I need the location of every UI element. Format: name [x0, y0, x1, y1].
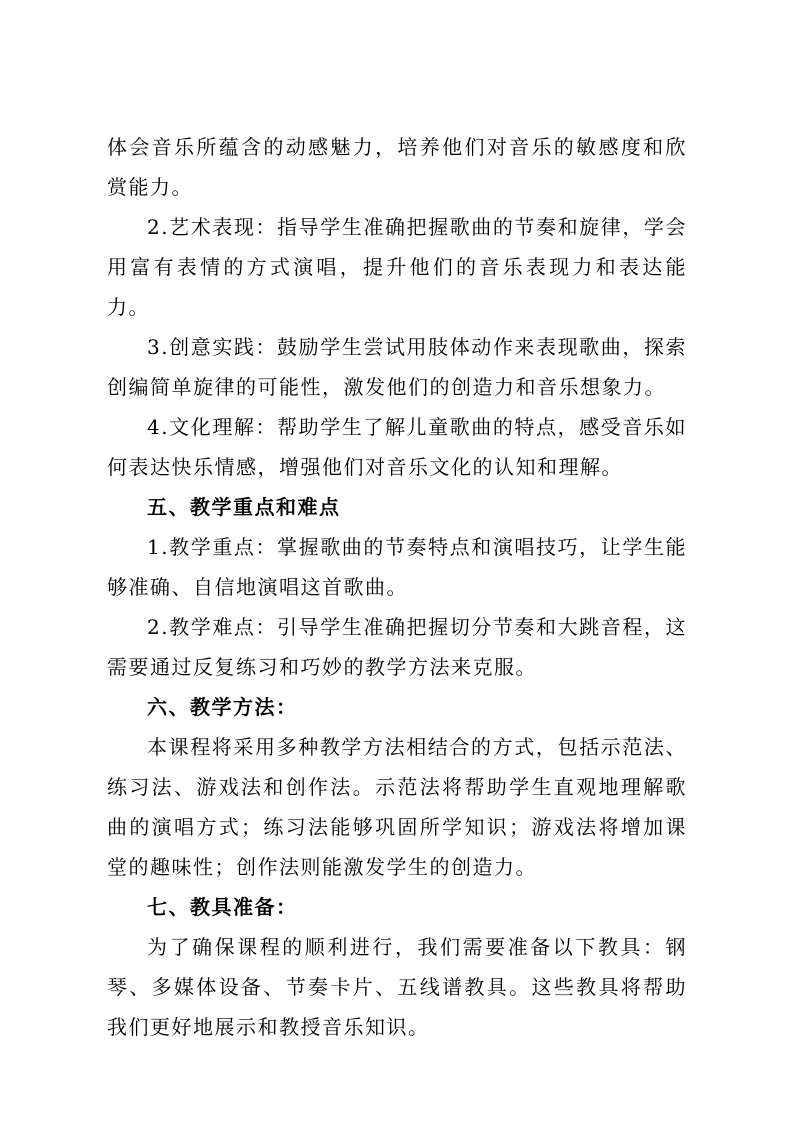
section-heading-teaching-methods: 六、教学方法：	[147, 695, 298, 719]
section-heading-teaching-aids: 七、教具准备：	[147, 895, 298, 919]
teaching-aids-paragraph: 为了确保课程的顺利进行，我们需要准备以下教具：钢琴、多媒体设备、节奏卡片、五线谱教具。这些教具将帮助我们更好地展示和教授音乐知识。	[107, 935, 687, 1039]
goal-art-performance: 2.艺术表现：指导学生准确把握歌曲的节奏和旋律，学会用富有表情的方式演唱，提升他们的音乐表现力和表达能力。	[107, 215, 687, 319]
difficulty-item: 2.教学难点：引导学生准确把握切分节奏和大跳音程，这需要通过反复练习和巧妙的教学方法来克服。	[107, 615, 687, 679]
teaching-methods-paragraph: 本课程将采用多种教学方法相结合的方式，包括示范法、练习法、游戏法和创作法。示范法将帮助学生直观地理解歌曲的演唱方式；练习法能够巩固所学知识；游戏法将增加课堂的趣味性；创作法则能激发学生的创造力。	[107, 735, 687, 879]
goal-cultural-understanding: 4.文化理解：帮助学生了解儿童歌曲的特点，感受音乐如何表达快乐情感，增强他们对音乐文化的认知和理解。	[107, 415, 687, 479]
document-body	[107, 127, 687, 1047]
key-point-item: 1.教学重点：掌握歌曲的节奏特点和演唱技巧，让学生能够准确、自信地演唱这首歌曲。	[107, 535, 687, 599]
section-heading-key-points: 五、教学重点和难点	[147, 495, 341, 519]
goal-creative-practice: 3.创意实践：鼓励学生尝试用肢体动作来表现歌曲，探索创编简单旋律的可能性，激发他们的创造力和音乐想象力。	[107, 335, 687, 399]
continuation-paragraph: 体会音乐所蕴含的动感魅力，培养他们对音乐的敏感度和欣赏能力。	[107, 135, 687, 199]
